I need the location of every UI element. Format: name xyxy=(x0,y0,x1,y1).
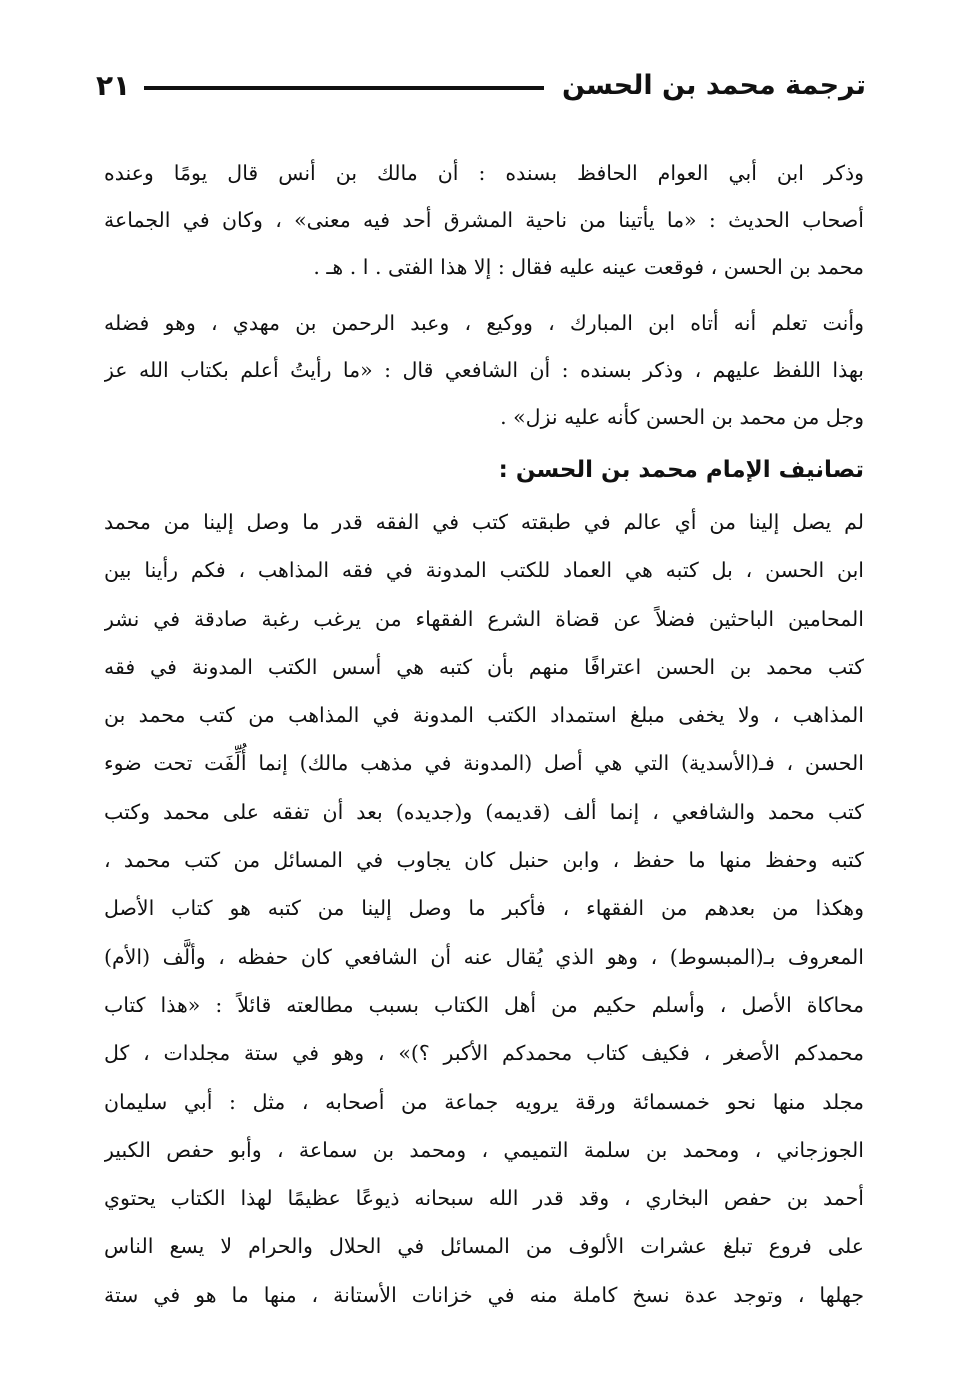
running-header xyxy=(96,62,866,108)
text-line: محاكاة الأصل ، وأسلم حكيم من أهل الكتاب بسبب مطالعته قائلاً : «هذا كتاب xyxy=(104,992,864,1017)
text-line: جهلها ، وتوجد عدة نسخ كاملة منه في خزانات الأستانة ، منها ما هو في ستة xyxy=(104,1282,864,1307)
paragraph-1 xyxy=(104,150,864,291)
header-rule xyxy=(144,86,544,90)
text-line: المعروف بـ(المبسوط) ، وهو الذي يُقال عنه أن الشافعي كان حفظه ، وألَّف (الأم) xyxy=(104,944,864,969)
running-header-title: ترجمة محمد بن الحسن xyxy=(561,69,866,101)
text-line: وهكذا من بعدهم من الفقهاء ، فأكبر ما وصل إلينا من كتبه هو كتاب الأصل xyxy=(104,896,864,921)
text-line: الحسن ، فـ(الأسدية) التي هي أصل (المدونة في مذهب مالك) إنما أُلِّفَت تحت ضوء xyxy=(104,751,864,776)
text-line: المحامين الباحثين فضلاً عن قضاة الشرع الفقهاء من يرغب رغبة صادقة في نشر xyxy=(104,606,864,631)
paragraph-3 xyxy=(104,498,864,1319)
text-line: كتبه وحفظ منها ما حفظ ، وابن حنبل كان يجاوب في المسائل من كتب محمد ، xyxy=(104,848,864,873)
text-line: بهذا اللفظ عليهم ، وذكر بسنده : أن الشافعي قال : «ما رأيتُ أعلم بكتاب الله عز xyxy=(104,358,864,382)
text-line: محمدكم الأصغر ، فكيف كتاب محمدكم الأكبر ؟)» ، وهو في ستة مجلدات ، كل xyxy=(104,1041,864,1066)
text-line: كتب محمد والشافعي ، إنما ألف (قديمه) و(جديده) بعد أن تفقه على محمد وكتب xyxy=(104,799,864,824)
text-line: أحمد بن حفص البخاري ، وقد قدر الله سبحانه ذيوعًا عظيمًا لهذا الكتاب يحتوي xyxy=(104,1186,864,1211)
text-line: وجل من محمد بن الحسن كأنه عليه نزل» . xyxy=(500,405,864,429)
text-line: ابن الحسن ، بل كتبه هي العماد للكتب المدونة في فقه المذاهب ، فكم رأينا بين xyxy=(104,558,864,583)
paragraph-2 xyxy=(104,300,864,441)
text-line: كتب محمد بن الحسن اعترافًا منهم بأن كتبه هي أسس الكتب المدونة في فقه xyxy=(104,654,864,679)
text-line: على فروع تبلغ عشرات الألوف من المسائل في الحلال والحرام لا يسع الناس xyxy=(104,1234,864,1259)
text-line: لم يصل إلينا من أي عالم في طبقته كتب في الفقه قدر ما وصل إلينا من محمد xyxy=(104,510,864,534)
text-line: مجلد منها نحو خمسمائة ورقة يرويه جماعة من أصحابه ، مثل : أبي سليمان xyxy=(104,1089,864,1114)
text-line: وأنت تعلم أنه أتاه ابن المبارك ، ووكيع ، وعبد الرحمن بن مهدي ، وهو فضله xyxy=(104,311,864,335)
text-line: أصحاب الحديث : «ما يأتينا من ناحية المشرق أحد فيه معنى» ، وكان في الجماعة xyxy=(104,208,864,232)
section-heading: تصانيف الإمام محمد بن الحسن : xyxy=(498,457,864,483)
text-line: المذاهب ، ولا يخفى مبلغ استمداد الكتب المدونة في المذاهب من كتب محمد بن xyxy=(104,703,864,728)
text-line: وذكر ابن أبي العوام الحافظ بسنده : أن مالك بن أنس قال يومًا وعنده xyxy=(104,161,864,185)
text-line: محمد بن الحسن ، فوقعت عينه عليه فقال : إلا هذا الفتى . ا . هـ . xyxy=(313,255,864,279)
page-number: ٢١ xyxy=(96,68,131,102)
text-line: الجوزجاني ، ومحمد بن سلمة التميمي ، ومحمد بن سماعة ، وأبو حفص الكبير xyxy=(104,1137,864,1162)
